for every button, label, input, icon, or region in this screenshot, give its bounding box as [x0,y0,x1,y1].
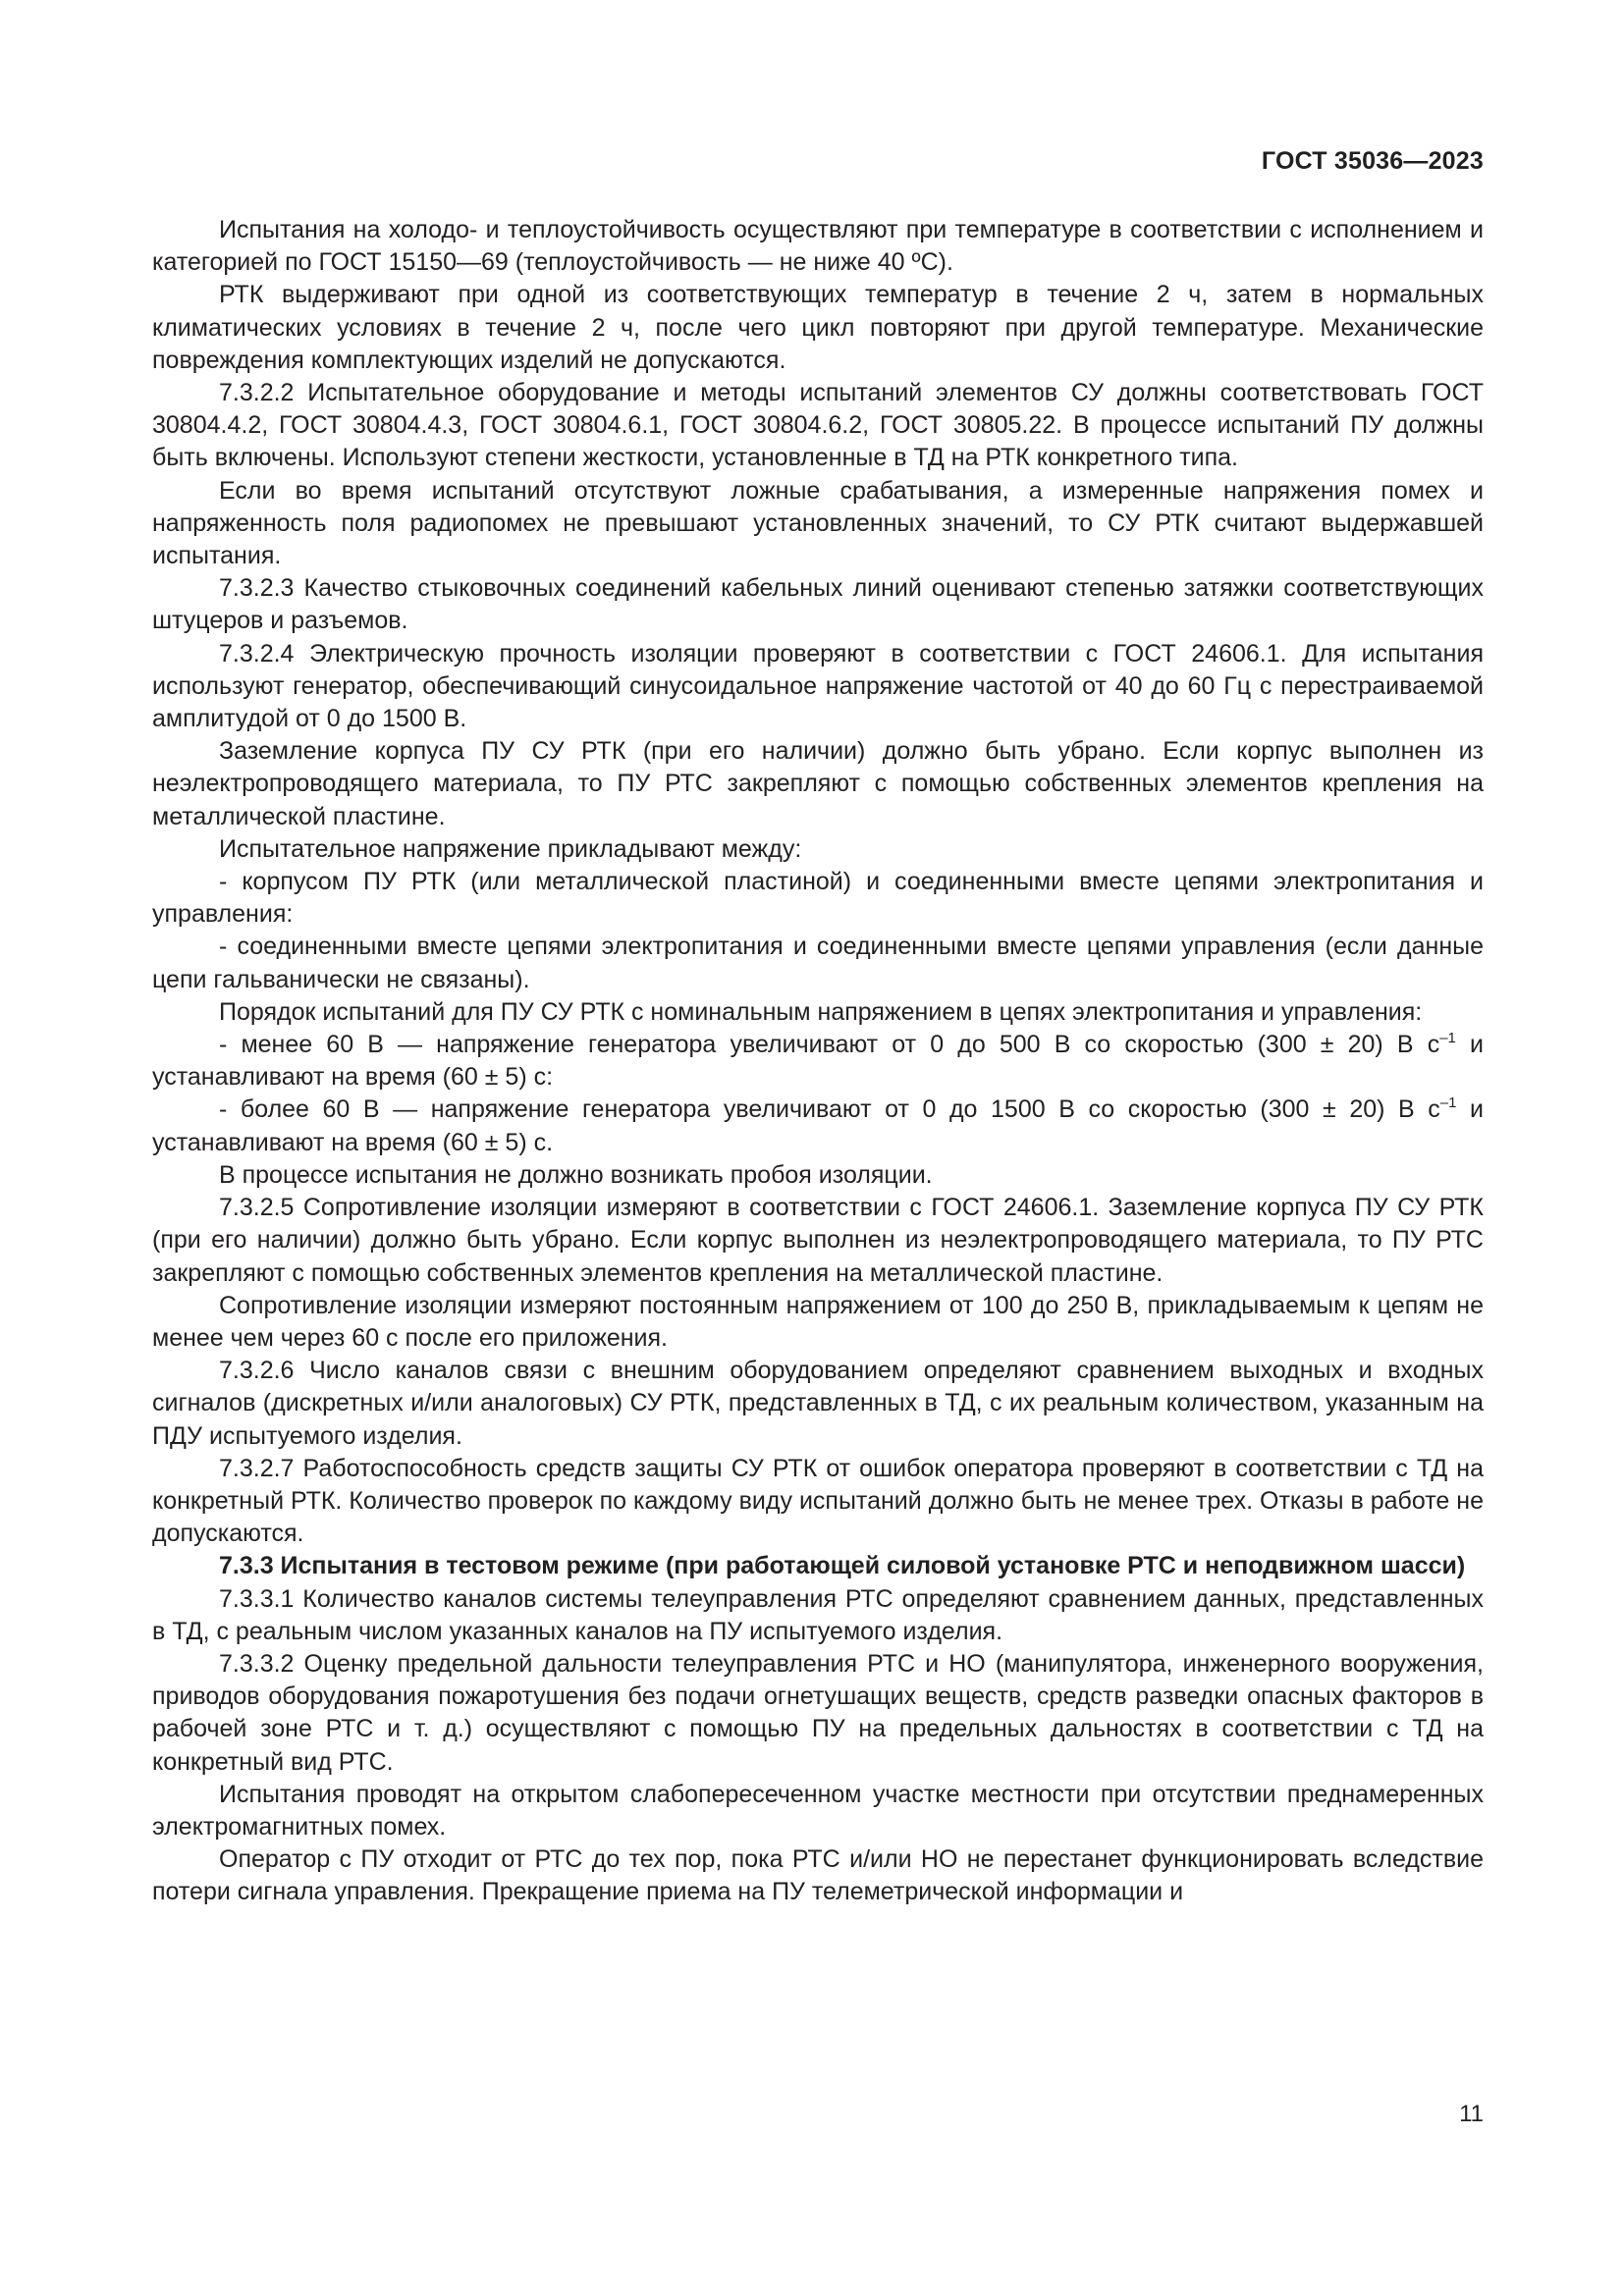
paragraph-7-3-2-7: 7.3.2.7 Работоспособность средств защиты СУ РТК от ошибок оператора проверяют в соответствии с ТД на конкретный РТК. Количество проверок по каждому виду испытаний должно быть не менее трех. Отказы в работе не допускаются. [152,1454,1484,1548]
page-number: 11 [1459,2101,1484,2127]
paragraph: Если во время испытаний отсутствуют ложные срабатывания, а измеренные напряжения помех и напряженность поля радиопомех не превышают установленных значений, то СУ РТК считают выдержавшей испытания. [152,476,1484,570]
paragraph: Сопротивление изоляции измеряют постоянным напряжением от 100 до 250 В, прикладываемым к цепям не менее чем через 60 с после его приложения. [152,1291,1484,1352]
voltage-rule-item [152,1029,1484,1094]
paragraph-7-3-2-5: 7.3.2.5 Сопротивление изоляции измеряют в соответствии с ГОСТ 24606.1. Заземление корпуса ПУ СУ РТК (при его наличии) должно быть убрано. Если корпус выполнен из неэлектропроводящего материала, то ПУ РТС закрепляют с помощью собственных элементов крепления на металлической пластине. [152,1194,1484,1287]
voltage-rule-text: - менее 60 В — напряжение генератора увеличивают от 0 до 500 В со скоростью (300 ± 20) В с [219,1031,1440,1059]
paragraph-7-3-2-4: 7.3.2.4 Электрическую прочность изоляции проверяют в соответствии с ГОСТ 24606.1. Для испытания используют генератор, обеспечивающий синусоидальное напряжение частотой от 40 до 60 Гц с перестраиваемой амплитудой от 0 до 1500 В. [152,639,1484,733]
paragraph-7-3-2-2: 7.3.2.2 Испытательное оборудование и методы испытаний элементов СУ должны соответствовать ГОСТ 30804.4.2, ГОСТ 30804.4.3, ГОСТ 30804.6.1, ГОСТ 30804.6.2, ГОСТ 30805.22. В процессе испытаний ПУ должны быть включены. Используют степени жесткости, установленные в ТД на РТК конкретного типа. [152,379,1484,472]
paragraph: Испытания на холодо- и теплоустойчивость осуществляют при температуре в соответствии с исполнением и категорией по ГОСТ 15150—69 (теплоустойчивость — не ниже 40 ºС). [152,216,1484,277]
voltage-rule-text: - более 60 В — напряжение генератора увеличивают от 0 до 1500 В со скоростью (300 ± 20) В с [219,1095,1440,1124]
paragraph-7-3-2-6: 7.3.2.6 Число каналов связи с внешним оборудованием определяют сравнением выходных и входных сигналов (дискретных и/или аналоговых) СУ РТК, представленных в ТД, с их реальным количеством, указанным на ПДУ испытуемого изделия. [152,1357,1484,1450]
paragraph: Испытания проводят на открытом слабопересеченном участке местности при отсутствии преднамеренных электромагнитных помех. [152,1780,1484,1841]
voltage-rule-item [152,1094,1484,1158]
voltage-rule-text: и устанавливают на время (60 ± 5) с: [152,1031,1484,1092]
paragraph: Заземление корпуса ПУ СУ РТК (при его наличии) должно быть убрано. Если корпус выполнен из неэлектропроводящего материала, то ПУ РТС закрепляют с помощью собственных элементов крепления на металлической пластине. [152,737,1484,830]
document-header-code: ГОСТ 35036—2023 [1261,147,1484,175]
section-heading-7-3-3: 7.3.3 Испытания в тестовом режиме (при работающей силовой установке РТС и неподвижном шасси) [219,1552,1466,1580]
paragraph-7-3-2-3: 7.3.2.3 Качество стыковочных соединений кабельных линий оценивают степенью затяжки соответствующих штуцеров и разъемов. [152,574,1484,635]
paragraph-7-3-3-2: 7.3.3.2 Оценку предельной дальности телеуправления РТС и НО (манипулятора, инженерного вооружения, приводов оборудования пожаротушения без подачи огнетушащих веществ, средств разведки опасных факторов в рабочей зоне РТС и т. д.) осуществляют с помощью ПУ на предельных дальностях в соответствии с ТД на конкретный вид РТС. [152,1649,1484,1776]
paragraph: РТК выдерживают при одной из соответствующих температур в течение 2 ч, затем в нормальных климатических условиях в течение 2 ч, после чего цикл повторяют при другой температуре. Механические повреждения комплектующих изделий не допускаются. [152,281,1484,374]
document-body [152,214,1484,1909]
paragraph: Испытательное напряжение прикладывают между: [219,834,802,863]
list-item: - соединенными вместе цепями электропитания и соединенными вместе цепями управления (если данные цепи гальванически не связаны). [152,933,1484,993]
voltage-rule-text: и устанавливают на время (60 ± 5) с. [152,1095,1484,1156]
list-item: - корпусом ПУ РТК (или металлической пластиной) и соединенными вместе цепями электропитания и управления: [152,868,1484,929]
paragraph-7-3-3-1: 7.3.3.1 Количество каналов системы телеуправления РТС определяют сравнением данных, представленных в ТД, с реальным числом указанных каналов на ПУ испытуемого изделия. [152,1584,1484,1645]
paragraph: В процессе испытания не должно возникать пробоя изоляции. [219,1160,933,1189]
superscript: –1 [1439,1030,1456,1047]
paragraph: Порядок испытаний для ПУ СУ РТК с номинальным напряжением в цепях электропитания и управления: [219,997,1423,1026]
paragraph: Оператор с ПУ отходит от РТС до тех пор, пока РТС и/или НО не перестанет функционировать вследствие потери сигнала управления. Прекращение приема на ПУ телеметрической информации и [152,1845,1484,1906]
superscript: –1 [1439,1095,1457,1112]
